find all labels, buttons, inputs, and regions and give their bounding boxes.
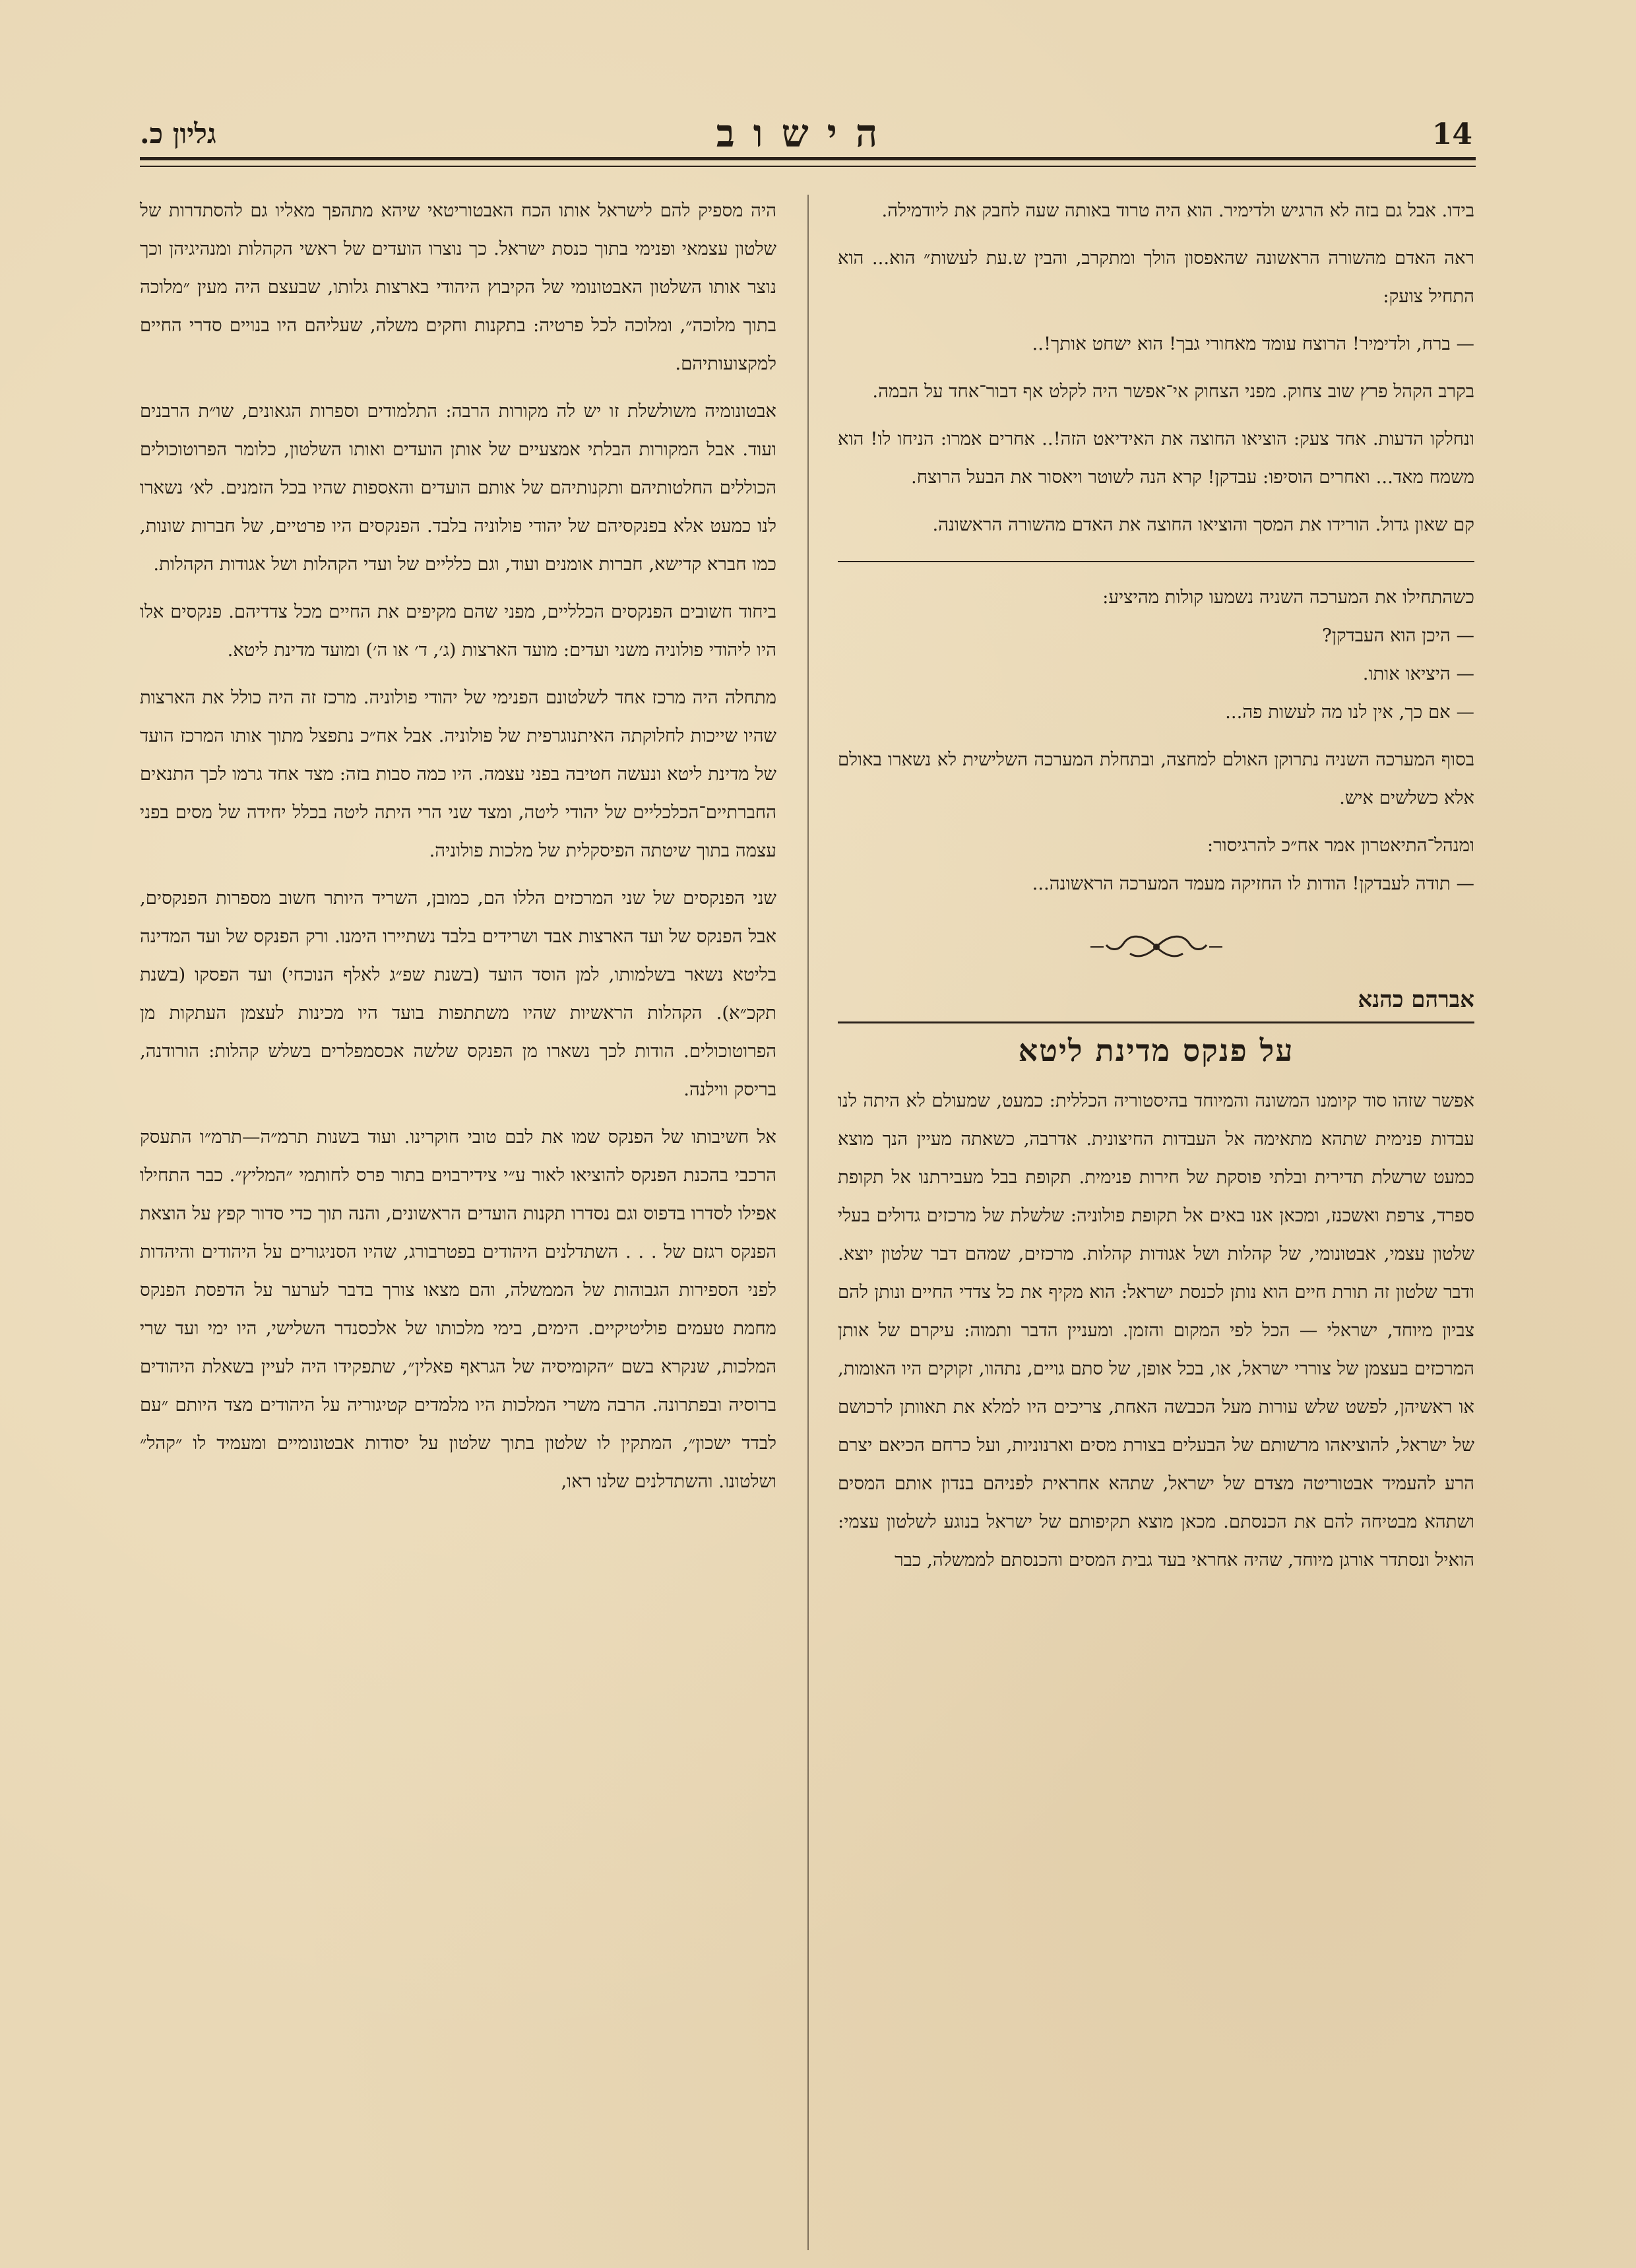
- column-divider: [807, 195, 809, 2250]
- story-paragraph: קם שאון גדול. הורידו את המסך והוציאו החוצה את האדם מהשורה הראשונה.: [932, 514, 1474, 535]
- header-rule-thick: [140, 157, 1476, 160]
- dialogue-line: — תודה לעבדקן! הודות לו החזיקה מעמד המערכה הראשונה...: [1032, 873, 1474, 894]
- header-rule-thin: [140, 166, 1476, 167]
- article-title: על פנקס מדינת ליטא: [1018, 1033, 1294, 1068]
- byline-rule: [838, 1021, 1474, 1023]
- article-paragraph: שני הפנקסים של שני המרכזים הללו הם, כמובן, השריד היותר חשוב מספרות הפנקסים, אבל הפנקס של ועד הארצות אבד ושרידים בלבד נשתיירו הימנו. ורק הפנקס של ועד המדינה בליטא נשאר בשלמותו, למן הוסד הועד (בשנת שפ״ג לאלף הנוכחי) ועד הפסקו (בשנת תקכ״א). הקהלות הראשיות שהיו משתתפות בועד היו מכינות לעצמן העתקות מן הפרוטוכולים. הודות לכך נשארו מן הפנקס שלשה אכסמפלרים בשלש קהלות: הורודנה, בריסק ווילנה.: [140, 888, 776, 1100]
- dialogue-line: — אם כך, אין לנו מה לעשות פה...: [1225, 701, 1474, 723]
- story-paragraph: — ברח, ולדימיר! הרוצח עומד מאחורי גבך! הוא ישחט אותך!..: [1032, 333, 1474, 354]
- section-separator: [838, 561, 1474, 562]
- article-paragraph: ביחוד חשובים הפנקסים הכלליים, מפני שהם מקיפים את החיים מכל צדדיהם. פנקסים אלו היו ליהודי פולוניה משני ועדים: מועד הארצות (ג׳, ד׳ או ה׳) ומועד מדינת ליטא.: [140, 601, 776, 661]
- article-paragraph: אל חשיבותו של הפנקס שמו את לבם טובי חוקרינו. ועוד בשנות תרמ״ה—תרמ״ו התעסק הרכבי בהכנת הפנקס להוציאו לאור ע״י צידירבוים בתור פרס לחותמי ״המליץ״. כבר התחילו אפילו לסדרו בדפוס וגם נסדרו תקנות הועדים הראשונים, והנה תוך כדי סדור קפץ על הוצאת הפנקס רגזם של . . . השתדלנים היהודים בפטרבורג, שהיו הסניגורים על היהודים והיהדות לפני הספירות הגבוהות של הממשלה, והם מצאו צורך בדבר לערער על הדפסת הפנקס מחמת טעמים פוליטיקיים. הימים, בימי מלכותו של אלכסנדר השלישי, היו ימי ועד שרי המלכות, שנקרא בשם ״הקומיסיה של הגראף פאלין״, שתפקידו היה לעיין בשאלת היהודים ברוסיה ובפתרונה. הרבה משרי המלכות היו מלמדים קטיגוריה על היהודים מצד היותם ״עם לבדד ישכון״, המתקין לו שלטון בתוך שלטון על יסודות אבטונומיים ומעמיד לו ״קהל״ ושלטונו. והשתדלנים שלנו ראו,: [140, 1126, 776, 1492]
- ornament-icon: [1090, 930, 1222, 963]
- newspaper-title: הישוב: [716, 111, 897, 156]
- story-paragraph: ונחלקו הדעות. אחד צעק: הוציאו החוצה את האידיאט הזה!.. אחרים אמרו: הניחו לו! הוא משמח מאד... ואחרים הוסיפו: עבדקן! קרא הנה לשוטר ויאסור את הבעל הרוצח.: [838, 428, 1474, 488]
- page-number: 14: [1432, 117, 1472, 151]
- page-header: [140, 99, 1472, 175]
- article-paragraph: אבטונומיה משולשלת זו יש לה מקורות הרבה: התלמודים וספרות הגאונים, שו״ת הרבנים ועוד. אבל המקורות הבלתי אמצעיים של אותן הועדים ואותו השלטון, כלומר הפרוטוכולים הכוללים החלטותיהם ותקנותיהם של אותם הועדים והאספות שהיו בכל הזמנים. לא׳ נשארו לנו כמעט אלא בפנקסיהם של יהודי פולוניה בלבד. הפנקסים היו פרטיים, של חברות שונות, כמו חברא קדישא, חברות אומנים ועוד, וגם כלליים של ועדי הקהלות ושל אגודות הקהלות.: [140, 401, 776, 575]
- story-paragraph: כשהתחילו את המערכה השניה נשמעו קולות מהיציע:: [1102, 587, 1474, 608]
- story-paragraph: ומנהל־התיאטרון אמר אח״כ להרגיסור:: [1207, 835, 1474, 856]
- dialogue-line: — היכן הוא העבדקן?: [1322, 625, 1474, 646]
- article-paragraph: מתחלה היה מרכז אחד לשלטונם הפנימי של יהודי פולוניה. מרכז זה היה כולל את הארצות שהיו שייכות לחלוקתה האיתנוגרפית של פולוניה. אבל אח״כ נתפצל מתוך אותו המרכז הועד של מדינת ליטא ונעשה חטיבה בפני עצמה. היו כמה סבות בזה: מצד אחד גרמו לכך התנאים החברתיים־הכלכליים של יהודי ליטה, ומצד שני הרי היתה ליטה בכלל יחידה של מסים בפני עצמה בתוך שיטתה הפיסקלית של מלכות פולוניה.: [140, 687, 776, 861]
- story-paragraph: בידו. אבל גם בזה לא הרגיש ולדימיר. הוא היה טרוד באותה שעה לחבק את ליודמילה.: [881, 200, 1474, 221]
- story-paragraph: בקרב הקהל פרץ שוב צחוק. מפני הצחוק אי־אפשר היה לקלט אף דבור־אחד על הבמה.: [872, 381, 1474, 402]
- story-paragraph: בסוף המערכה השניה נתרוקן האולם למחצה, ובתחלת המערכה השלישית לא נשארו באולם אלא כשלשים איש.: [838, 749, 1474, 808]
- article-paragraph: היה מספיק להם לישראל אותו הכח האבטוריטאי שיהא מתהפך מאליו גם להסתדרות של שלטון עצמאי ופנימי בתוך כנסת ישראל. כך נוצרו הועדים של ראשי הקהלות ומנהיגיהן וכך נוצר אותו השלטון האבטונומי של הקיבוץ היהודי בארצות גלותו, שבעצם היה מעין ״מלוכה בתוך מלוכה״, ומלוכה לכל פרטיה: בתקנות וחקים משלה, שעליהם היו בנויים סדרי החיים למקצועותיהם.: [140, 200, 776, 374]
- right-column: [838, 191, 1474, 1588]
- ornament-divider: [838, 925, 1474, 963]
- dialogue-line: — היציאו אותו.: [1362, 663, 1474, 684]
- left-column: [140, 191, 776, 1510]
- story-paragraph: ראה האדם מהשורה הראשונה שהאפסון הולך ומתקרב, והבין ש.עת לעשות״ הוא... הוא התחיל צועק:: [838, 247, 1474, 307]
- article-paragraph: אפשר שזהו סוד קיומנו המשונה והמיוחד בהיסטוריה הכללית: כמעט, שמעולם לא היתה לנו עבדות פנימית שתהא מתאימה אל העבדות החיצונית. אדרבה, כשאתה מעיין הנך מוצא כמעט שרשלת תדירית ובלתי פוסקת של חירות פנימית. תקופת בבל מעבירתנו אל תקופת ספרד, צרפת ואשכנז, ומכאן אנו באים אל תקופת פולוניה: שלשלת של מרכזים גדולים בעלי שלטון עצמי, אבטונומי, של קהלות ושל אגודות קהלות. מרכזים, שמהם דבר שלטון יוצא. ודבר שלטון זה תורת חיים הוא נותן לכנסת ישראל: הוא מקיף את כל צדדי החיים ונותן להם צביון מיוחד, ישראלי — הכל לפי המקום והזמן. ומעניין הדבר ותמוה: עיקרם של אותן המרכזים בעצמן של צוררי ישראל, או, בכל אופן, של סתם גויים, נתהוו, זקוקים היו האומות, או ראשיהן, לפשט שלש עורות מעל הכבשה האחת, צריכים היו למלא את תאוותן לרכושם של ישראל, להוציאהו מרשותם של הבעלים בצורת מסים וארנוניות, ועל כרחם הכיאם יצרם הרע להעמיד אבטוריטה מצדם של ישראל, שתהא אחראית לפניהם בנדון אותם המסים ושתהא מבטיחה להם את הכנסתם. מכאן מוצא תקיפותם של ישראל בנוגע לשלטון עצמי: הואיל ונסתדר אורגן מיוחד, שהיה אחראי בעד גבית המסים והכנסתם לממשלה, כבר: [838, 1090, 1474, 1571]
- issue-label: גליון כ.: [140, 117, 216, 150]
- article-author: אברהם כהנא: [1358, 987, 1474, 1013]
